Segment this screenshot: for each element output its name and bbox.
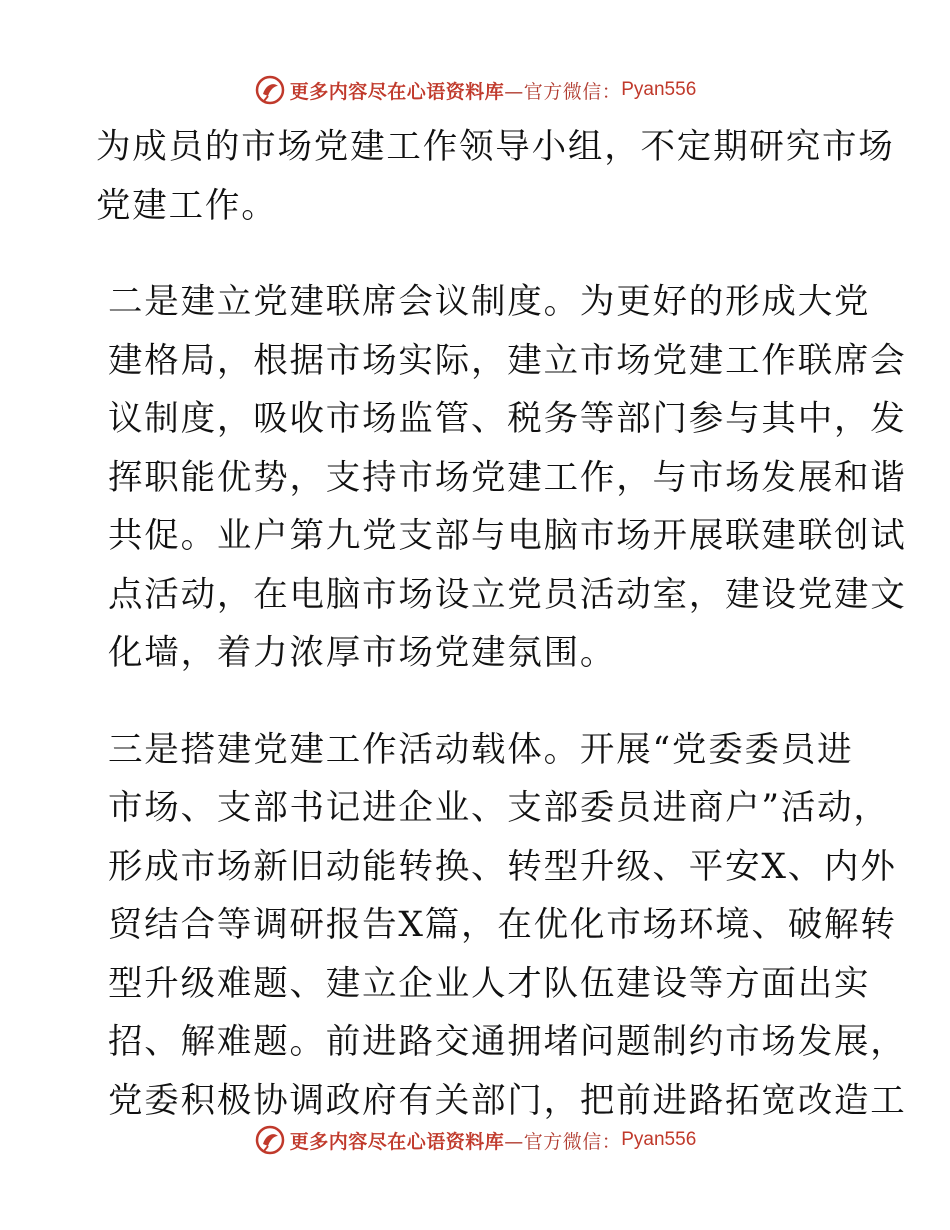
text-line: 点活动，在电脑市场设立党员活动室，建设党建文: [108, 574, 907, 615]
text-line: 议制度，吸收市场监管、税务等部门参与其中，发: [108, 399, 907, 439]
watermark-suffix: —官方微信：: [504, 1130, 622, 1153]
watermark-suffix: —官方微信：: [504, 80, 622, 103]
paragraph-3: [96, 721, 907, 1131]
text-line: 二是建立党建联席会议制度。为更好的形成大党: [108, 282, 871, 322]
watermark-wechat-id: Pyan556: [621, 79, 697, 100]
paragraph-1: [96, 118, 895, 235]
watermark-wechat-id: Pyan556: [621, 1129, 697, 1150]
watermark-footer: [0, 1120, 950, 1160]
text-line: 共促。业户第九党支部与电脑市场开展联建联创试: [108, 516, 907, 556]
text-line: 市场、支部书记进企业、支部委员进商户”活动，: [108, 788, 890, 828]
text-line: 挥职能优势，支持市场党建工作，与市场发展和谐: [108, 457, 907, 498]
watermark-prefix: 更多内容尽在心语资料库: [289, 80, 505, 103]
text-line: 党委积极协调政府有关部门，把前进路拓宽改造工: [108, 1080, 907, 1121]
text-line: 党建工作。: [96, 185, 278, 226]
text-line: 化墙，着力浓厚市场党建氛围。: [108, 633, 617, 673]
rose-logo-icon: [254, 74, 286, 106]
text-line: 为成员的市场党建工作领导小组，不定期研究市场: [96, 127, 895, 167]
text-line: 三是搭建党建工作活动载体。开展“党委委员进: [108, 729, 854, 770]
text-line: 型升级难题、建立企业人才队伍建设等方面出实: [108, 963, 871, 1004]
text-line: 形成市场新旧动能转换、转型升级、平安X、内外: [108, 846, 897, 887]
text-line: 招、解难题。前进路交通拥堵问题制约市场发展，: [108, 1022, 907, 1062]
document-body: [96, 118, 907, 1130]
text-line: 贸结合等调研报告X篇，在优化市场环境、破解转: [108, 905, 897, 945]
watermark-header: [0, 70, 950, 110]
rose-logo-icon: [254, 1124, 286, 1156]
paragraph-2: [96, 273, 907, 683]
text-line: 建格局，根据市场实际，建立市场党建工作联席会: [108, 340, 907, 381]
watermark-prefix: 更多内容尽在心语资料库: [289, 1130, 505, 1153]
